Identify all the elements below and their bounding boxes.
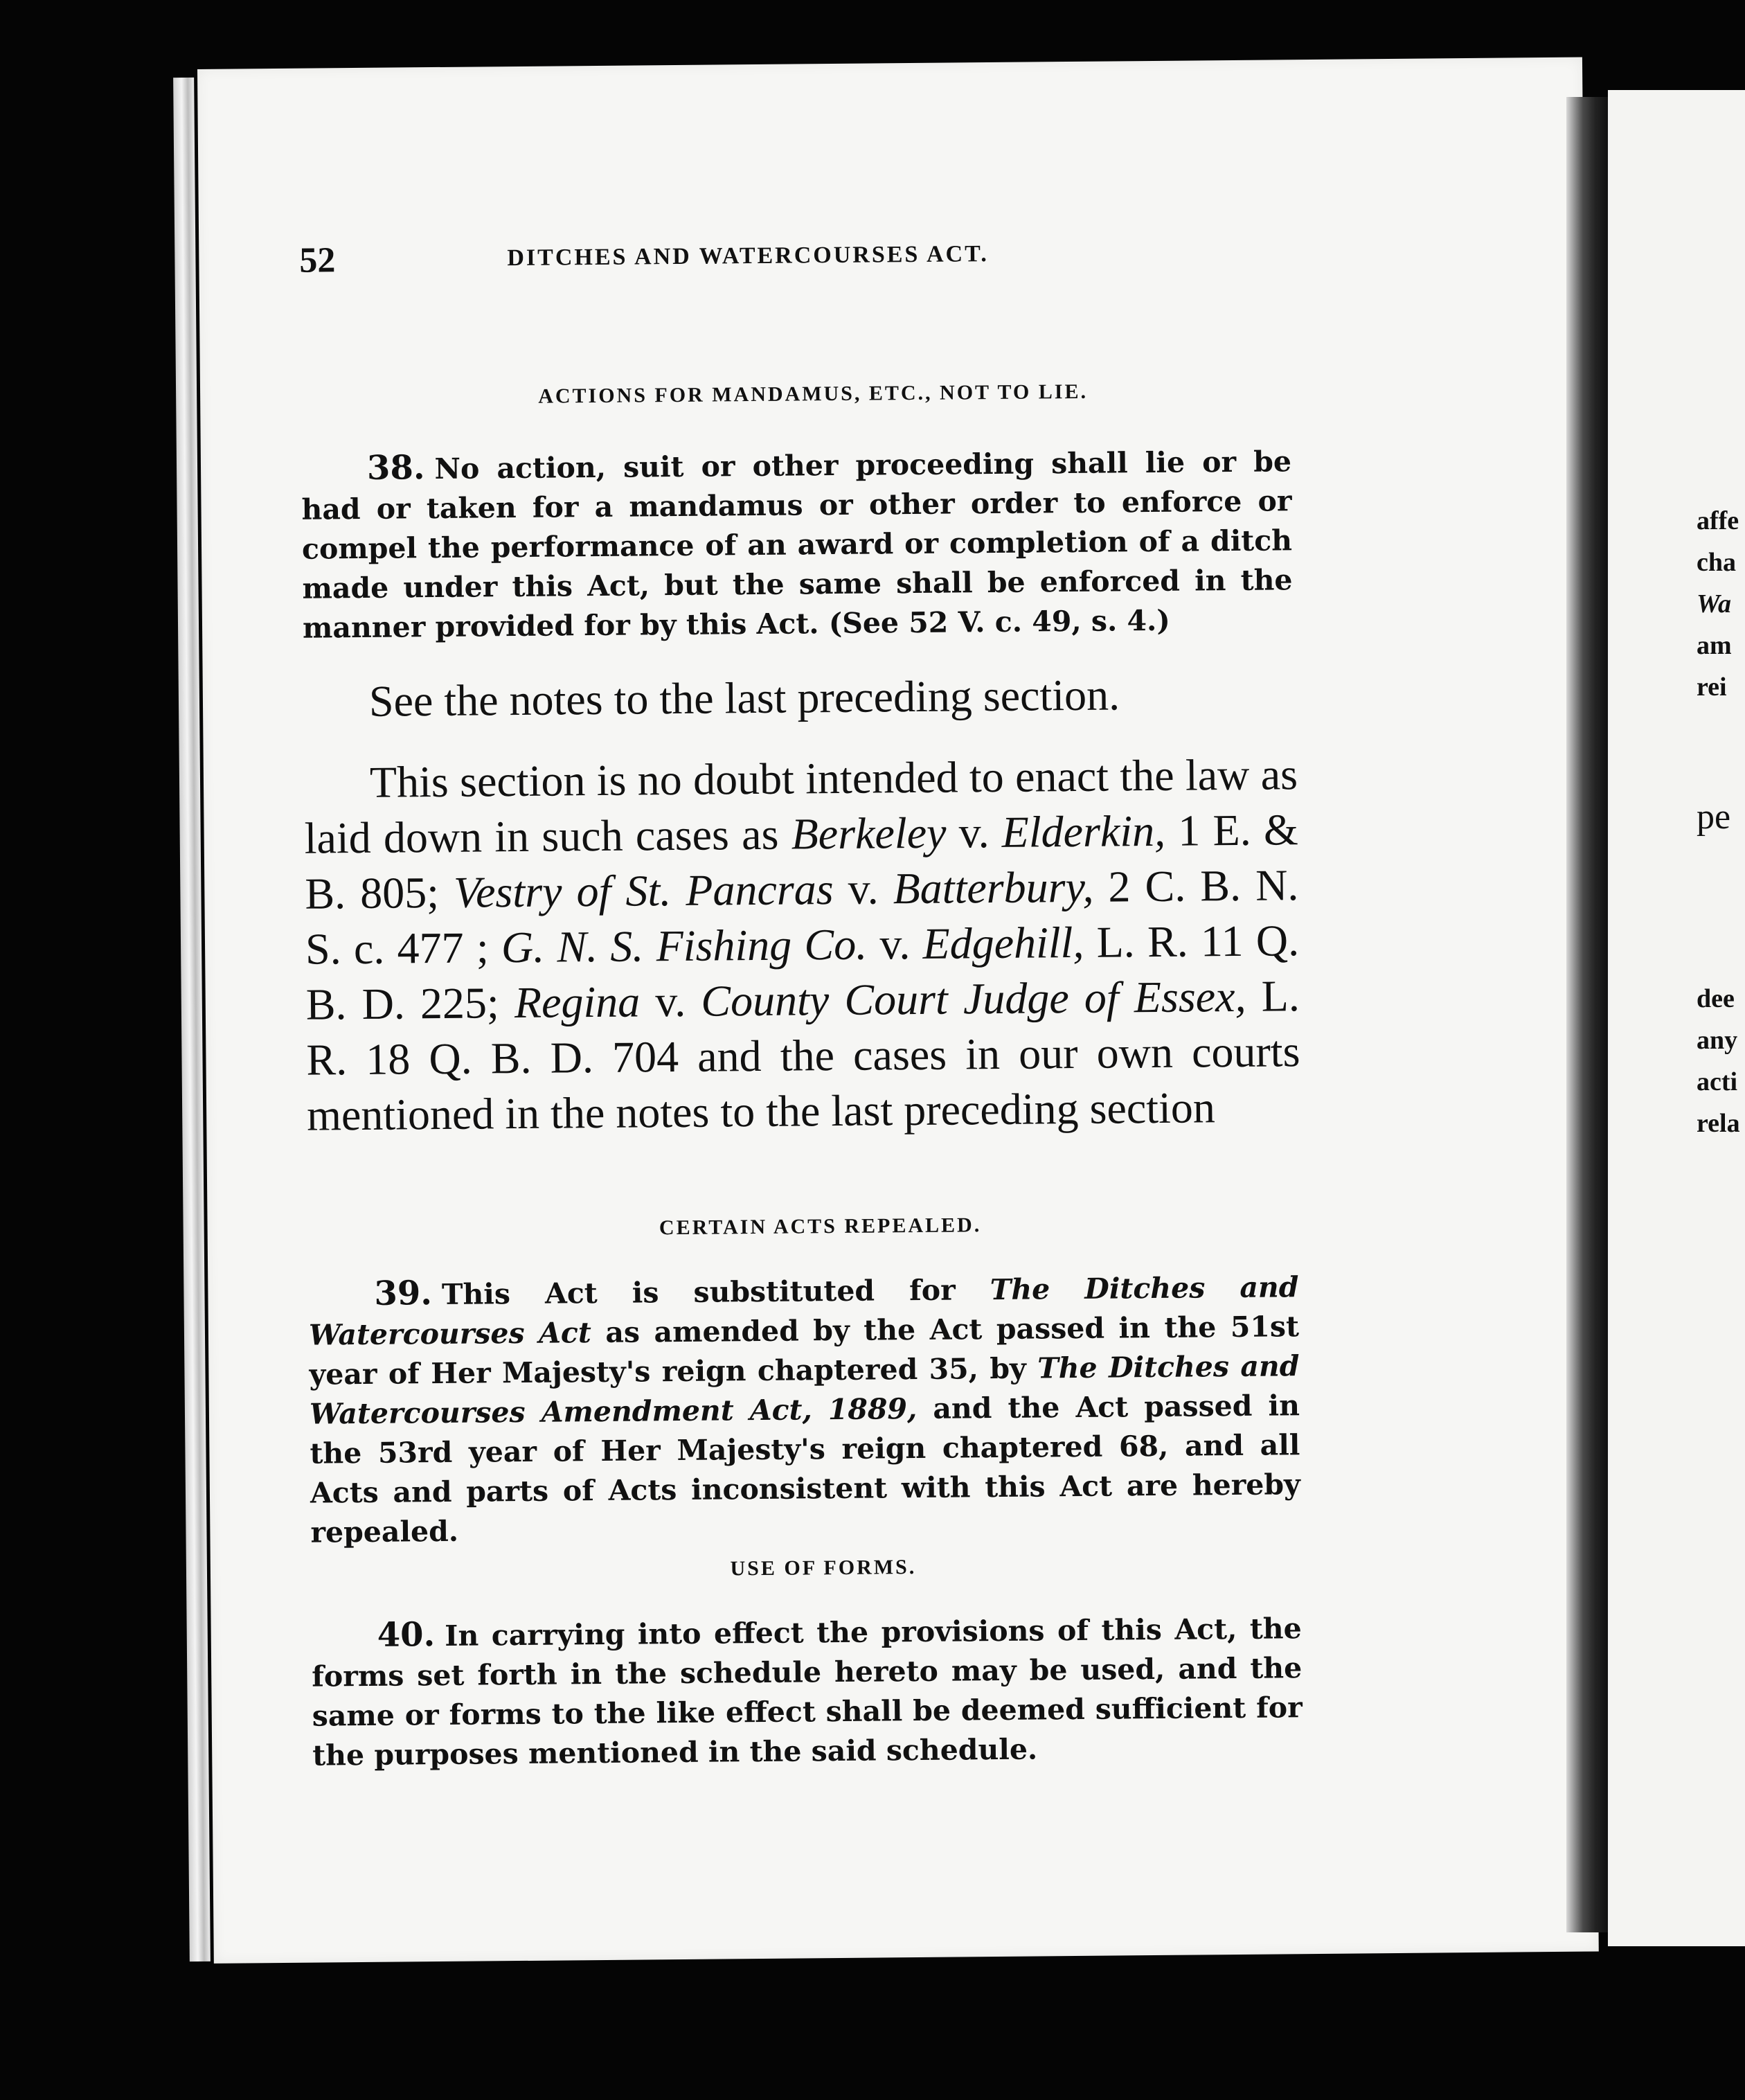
section-number: 40. — [377, 1615, 436, 1655]
case-name: Elderkin, — [1001, 806, 1166, 857]
section-heading: ACTIONS FOR MANDAMUS, ETC., NOT TO LIE. — [538, 380, 1089, 408]
case-name: Edgehill, — [922, 917, 1084, 968]
section-text: No action, suit or other proceeding shall lie or be had or taken for a mandamus or other order to enforce or compel the performance of an award or completion of a ditch made under this Act, but the same shall be enforced in the manner provided for by this Act. (See 52 V. c. 49, s. 4.) — [301, 445, 1293, 645]
note-paragraph — [303, 666, 1298, 730]
running-title: DITCHES AND WATERCOURSES ACT. — [507, 241, 989, 272]
facing-page-fragment: any — [1697, 1026, 1738, 1055]
facing-page-fragment: acti — [1697, 1067, 1738, 1096]
section-heading: USE OF FORMS. — [730, 1556, 917, 1581]
section-number: 38. — [366, 448, 425, 488]
case-name: Berkeley — [791, 808, 947, 859]
facing-page — [1608, 90, 1745, 1946]
section-40 — [311, 1608, 1303, 1775]
running-head — [299, 231, 1325, 289]
book-page — [197, 57, 1599, 1964]
facing-page-fragment: am — [1697, 631, 1732, 660]
act-title: The Ditches and Watercourses Amendment Act, 1889, — [309, 1349, 1300, 1431]
facing-page-fragment: dee — [1697, 984, 1735, 1013]
case-name: County Court Judge of Essex, — [701, 971, 1246, 1026]
book-gutter — [1566, 97, 1608, 1932]
section-39: 39. This Act is substituted for The Ditches and Watercourses Act as amended by the Act passed in the 51st year of Her Majesty's reign chaptered 35, by The Ditches and Watercourses Amendment Act, 1889, and the Act passed in the 53rd year of Her Majesty's reign chaptered 68, and all Acts and parts of Acts inconsistent with this Act are hereby repealed. — [308, 1270, 1301, 1549]
case-name: G. N. S. Fishing Co. — [501, 919, 868, 972]
facing-page-fragment: rei — [1697, 673, 1727, 702]
facing-page-fragment: rela — [1697, 1109, 1740, 1138]
section-38 — [301, 441, 1293, 648]
case-name: Regina — [514, 977, 641, 1028]
case-name: Vestry of St. Pancras — [453, 864, 834, 917]
section-number: 39. — [374, 1274, 433, 1313]
page-number: 52 — [299, 240, 336, 281]
act-title: The Ditches and Watercourses Act — [308, 1270, 1299, 1352]
section-heading: CERTAIN ACTS REPEALED. — [659, 1213, 982, 1240]
facing-page-fragment: affe — [1697, 506, 1739, 535]
note-text: This section is no doubt intended to enact the law as laid down in such cases as Berkeley v. Elderkin, 1 E. & B. 805; Vestry of St. Pancras v. Batterbury, 2 C. B. N. S. c. 477 ; G. N. S. Fishing Co. v. Edgehill, L. R. 11 Q. B. D. 225; Regina v. County Court Judge of Essex, L. R. 18 Q. B. D. 704 and the cases in our own courts mentioned in the notes to the last preceding section — [304, 749, 1300, 1140]
case-name: Batterbury, — [893, 862, 1094, 914]
note-text: See the notes to the last preceding section. — [368, 670, 1120, 726]
note-paragraph — [304, 747, 1301, 1144]
facing-page-fragment: Wa — [1697, 589, 1731, 619]
facing-page-fragment: pe — [1697, 797, 1731, 837]
section-text: In carrying into effect the provisions of this Act, the forms set forth in the schedule hereto may be used, and the same or forms to the like effect shall be deemed sufficient for the purposes mentioned in the said schedule. — [312, 1612, 1303, 1772]
facing-page-fragment: cha — [1697, 548, 1736, 577]
